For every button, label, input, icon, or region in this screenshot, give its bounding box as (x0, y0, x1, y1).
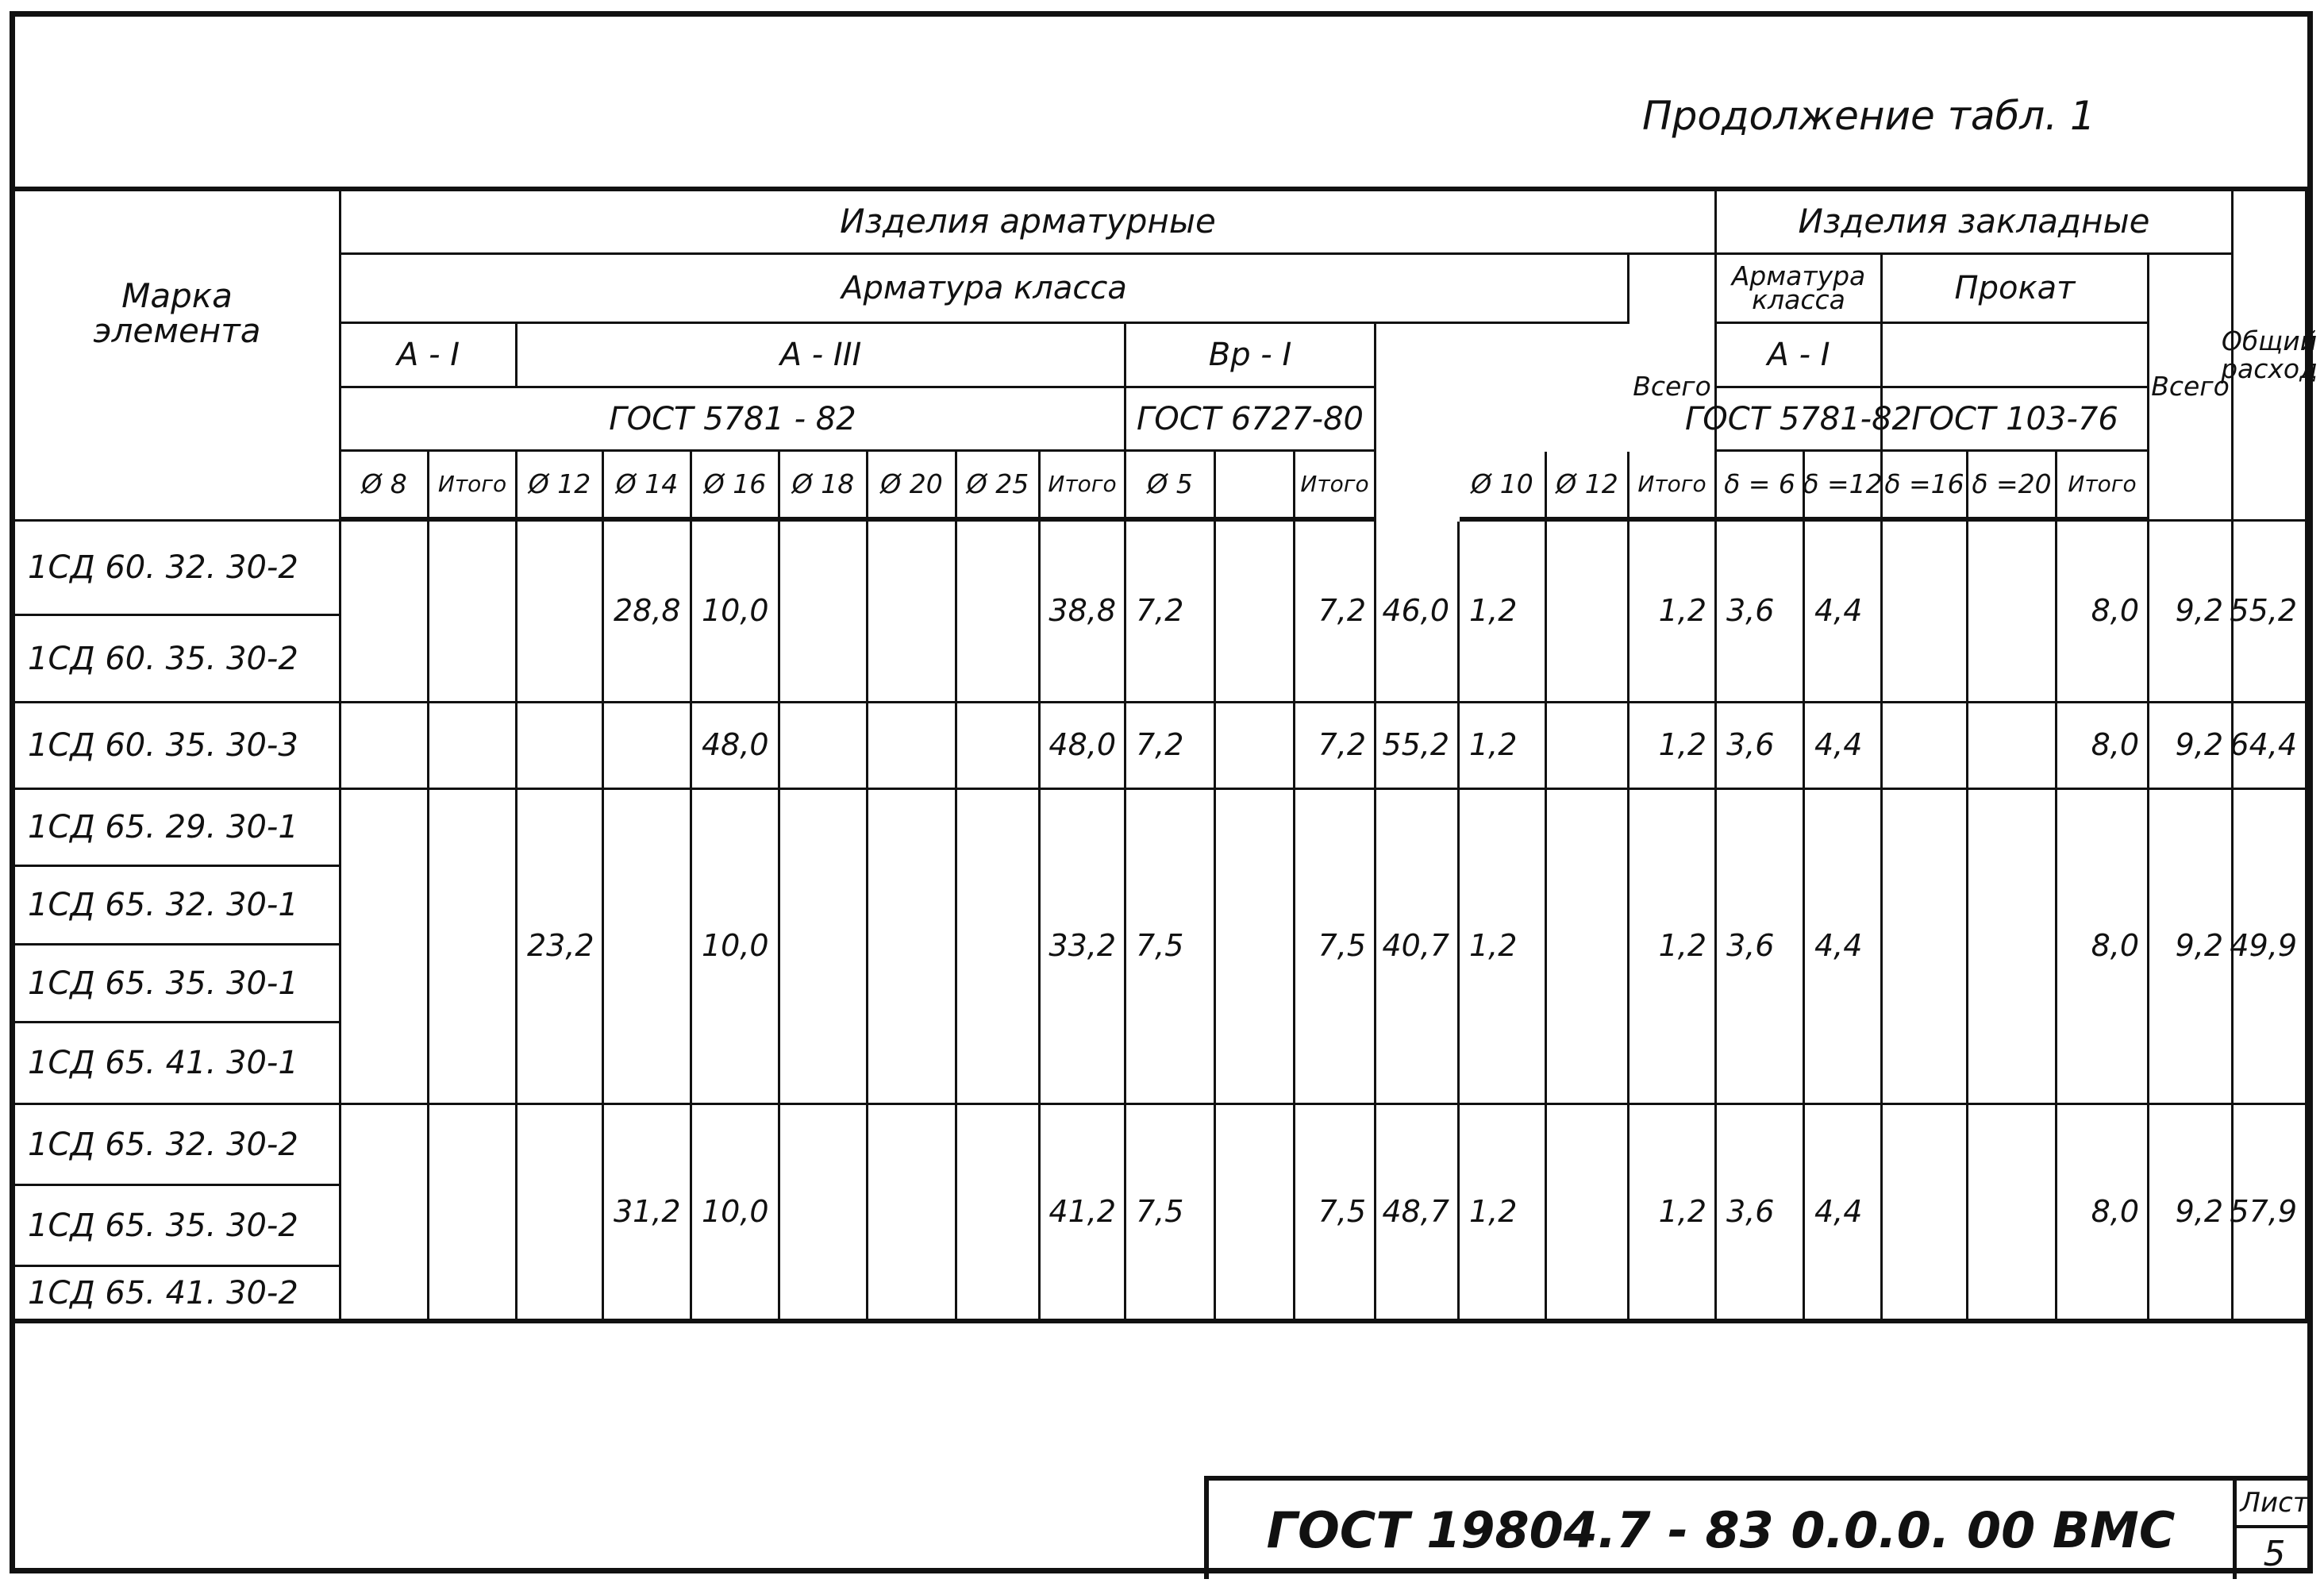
element-mark-row: 1СД 65. 29. 30-1 (15, 790, 341, 867)
subheader-itogo_a3: Итого (1041, 452, 1126, 522)
subheader-d20: Ø 20 (868, 452, 957, 522)
value-grand: 64,4 (2234, 703, 2307, 790)
gost-5781-header: ГОСТ 5781 - 82 (341, 388, 1126, 452)
subheader-s12: δ =12 (1805, 452, 1883, 522)
value-d16: 10,0 (692, 790, 780, 1105)
value-e10: 1,2 (1460, 790, 1547, 1105)
class-a1-header: А - I (341, 324, 518, 388)
gost-5781-embedded-header: ГОСТ 5781-82 (1717, 388, 1883, 452)
empty-cell (1968, 703, 2057, 790)
empty-cell (1883, 1105, 1968, 1323)
value-total: 55,2 (1376, 703, 1460, 790)
gost-103-header: ГОСТ 103-76 (1883, 388, 2149, 452)
gost-6727-header: ГОСТ 6727-80 (1126, 388, 1376, 452)
empty-cell (868, 790, 957, 1105)
rebar-class-header: Арматура класса (341, 255, 1629, 324)
subheader-blank (1216, 452, 1295, 522)
value-grand: 57,9 (2234, 1105, 2307, 1323)
value-itogo_vr: 7,2 (1295, 522, 1376, 703)
empty-cell (341, 790, 429, 1105)
empty-cell (1547, 522, 1629, 703)
value-d16: 10,0 (692, 522, 780, 703)
value-s6: 3,6 (1717, 703, 1805, 790)
class-vr1-header: Вр - I (1126, 324, 1376, 388)
empty-cell (1883, 703, 1968, 790)
subheader-itogo_vr: Итого (1295, 452, 1376, 522)
value-itogo_vr: 7,2 (1295, 703, 1376, 790)
empty-cell (868, 1105, 957, 1323)
value-s12: 4,4 (1805, 1105, 1883, 1323)
value-grand: 55,2 (2234, 522, 2307, 703)
value-itogo_a3: 38,8 (1041, 522, 1126, 703)
value-s12: 4,4 (1805, 703, 1883, 790)
empty-cell (1547, 703, 1629, 790)
empty-cell (868, 522, 957, 703)
value-itogo_e: 1,2 (1629, 703, 1717, 790)
sheet-label: Лист (2233, 1481, 2312, 1528)
value-d14: 31,2 (604, 1105, 692, 1323)
empty-cell (1216, 1105, 1295, 1323)
embedded-products-header: Изделия закладные (1717, 187, 2234, 255)
empty-cell (957, 790, 1041, 1105)
value-itogo_a3: 33,2 (1041, 790, 1126, 1105)
rebar-products-header: Изделия арматурные (341, 187, 1717, 255)
subheader-d12: Ø 12 (518, 452, 604, 522)
value-itogo_a3: 48,0 (1041, 703, 1126, 790)
value-s6: 3,6 (1717, 1105, 1805, 1323)
element-mark-row: 1СД 65. 35. 30-2 (15, 1186, 341, 1267)
empty-cell (518, 522, 604, 703)
subheader-d25: Ø 25 (957, 452, 1041, 522)
value-total_emb: 9,2 (2149, 703, 2234, 790)
empty-cell (429, 1105, 518, 1323)
drawing-sheet (10, 11, 2318, 1574)
empty-cell (780, 1105, 868, 1323)
rebar-total-header: Всего (1629, 255, 1717, 522)
embedded-rebar-class-header: Арматура класса (1717, 255, 1883, 324)
value-total: 46,0 (1376, 522, 1460, 703)
continuation-note: Продолжение табл. 1 (1642, 93, 2095, 139)
element-mark-row: 1СД 60. 35. 30-2 (15, 616, 341, 703)
class-a1-embedded-header: А - I (1717, 324, 1883, 388)
empty-cell (1547, 1105, 1629, 1323)
empty-cell (1216, 522, 1295, 703)
value-d5: 7,2 (1126, 703, 1216, 790)
value-grand: 49,9 (2234, 790, 2307, 1105)
empty-cell (604, 790, 692, 1105)
subheader-s16: δ =16 (1883, 452, 1968, 522)
empty-cell (1968, 1105, 2057, 1323)
value-s12: 4,4 (1805, 522, 1883, 703)
embedded-total-header: Всего (2149, 255, 2234, 522)
value-itogo_s: 8,0 (2057, 1105, 2149, 1323)
empty-cell (429, 522, 518, 703)
sheet-number: 5 (2233, 1528, 2312, 1579)
value-d5: 7,5 (1126, 1105, 1216, 1323)
empty-cell (1547, 790, 1629, 1105)
empty-cell (1216, 703, 1295, 790)
empty-cell (780, 703, 868, 790)
subheader-d5: Ø 5 (1126, 452, 1216, 522)
subheader-d16: Ø 16 (692, 452, 780, 522)
rolled-steel-header: Прокат (1883, 255, 2149, 324)
subheader-d18: Ø 18 (780, 452, 868, 522)
empty-cell (341, 703, 429, 790)
element-mark-row: 1СД 65. 35. 30-1 (15, 946, 341, 1023)
empty-cell (957, 1105, 1041, 1323)
subheader-itogo_e: Итого (1629, 452, 1717, 522)
subheader-s6: δ = 6 (1717, 452, 1805, 522)
value-total_emb: 9,2 (2149, 1105, 2234, 1323)
value-d5: 7,5 (1126, 790, 1216, 1105)
value-e10: 1,2 (1460, 522, 1547, 703)
empty-cell (957, 522, 1041, 703)
element-mark-row: 1СД 60. 32. 30-2 (15, 522, 341, 616)
rolled-class-blank (1883, 324, 2149, 388)
value-total: 48,7 (1376, 1105, 1460, 1323)
element-mark-row: 1СД 65. 41. 30-1 (15, 1023, 341, 1105)
value-e10: 1,2 (1460, 1105, 1547, 1323)
empty-cell (780, 522, 868, 703)
value-itogo_vr: 7,5 (1295, 790, 1376, 1105)
element-mark-row: 1СД 65. 32. 30-1 (15, 867, 341, 946)
subheader-s20: δ =20 (1968, 452, 2057, 522)
empty-cell (429, 703, 518, 790)
empty-cell (780, 790, 868, 1105)
value-itogo_e: 1,2 (1629, 790, 1717, 1105)
class-a3-header: А - III (518, 324, 1126, 388)
value-s6: 3,6 (1717, 790, 1805, 1105)
empty-cell (868, 703, 957, 790)
subheader-itogo_s: Итого (2057, 452, 2149, 522)
empty-cell (1968, 522, 2057, 703)
document-code: ГОСТ 19804.7 - 83 0.0.0. 00 ВМС (1266, 1500, 2176, 1559)
value-d16: 10,0 (692, 1105, 780, 1323)
value-itogo_s: 8,0 (2057, 790, 2149, 1105)
subheader-e10: Ø 10 (1460, 452, 1547, 522)
value-total: 40,7 (1376, 790, 1460, 1105)
subheader-e12: Ø 12 (1547, 452, 1629, 522)
value-d16: 48,0 (692, 703, 780, 790)
empty-cell (518, 703, 604, 790)
empty-cell (341, 522, 429, 703)
empty-cell (429, 790, 518, 1105)
value-d5: 7,2 (1126, 522, 1216, 703)
value-itogo_a3: 41,2 (1041, 1105, 1126, 1323)
subheader-d8: Ø 8 (341, 452, 429, 522)
title-block (1204, 1476, 2307, 1579)
empty-cell (1883, 522, 1968, 703)
element-mark-row: 1СД 65. 32. 30-2 (15, 1105, 341, 1186)
empty-cell (1968, 790, 2057, 1105)
grand-total-header: Общий расход (2234, 187, 2307, 522)
mark-column-header: Марка элемента (15, 187, 341, 522)
value-total_emb: 9,2 (2149, 522, 2234, 703)
value-e10: 1,2 (1460, 703, 1547, 790)
element-mark-row: 1СД 60. 35. 30-3 (15, 703, 341, 790)
empty-cell (518, 1105, 604, 1323)
value-itogo_s: 8,0 (2057, 703, 2149, 790)
value-itogo_e: 1,2 (1629, 522, 1717, 703)
element-mark-row: 1СД 65. 41. 30-2 (15, 1267, 341, 1323)
value-itogo_vr: 7,5 (1295, 1105, 1376, 1323)
empty-cell (604, 703, 692, 790)
empty-cell (341, 1105, 429, 1323)
value-itogo_s: 8,0 (2057, 522, 2149, 703)
value-s6: 3,6 (1717, 522, 1805, 703)
value-d12: 23,2 (518, 790, 604, 1105)
empty-cell (957, 703, 1041, 790)
value-s12: 4,4 (1805, 790, 1883, 1105)
empty-cell (1216, 790, 1295, 1105)
value-total_emb: 9,2 (2149, 790, 2234, 1105)
value-d14: 28,8 (604, 522, 692, 703)
value-itogo_e: 1,2 (1629, 1105, 1717, 1323)
subheader-d14: Ø 14 (604, 452, 692, 522)
subheader-itogo_a1: Итого (429, 452, 518, 522)
empty-cell (1883, 790, 1968, 1105)
